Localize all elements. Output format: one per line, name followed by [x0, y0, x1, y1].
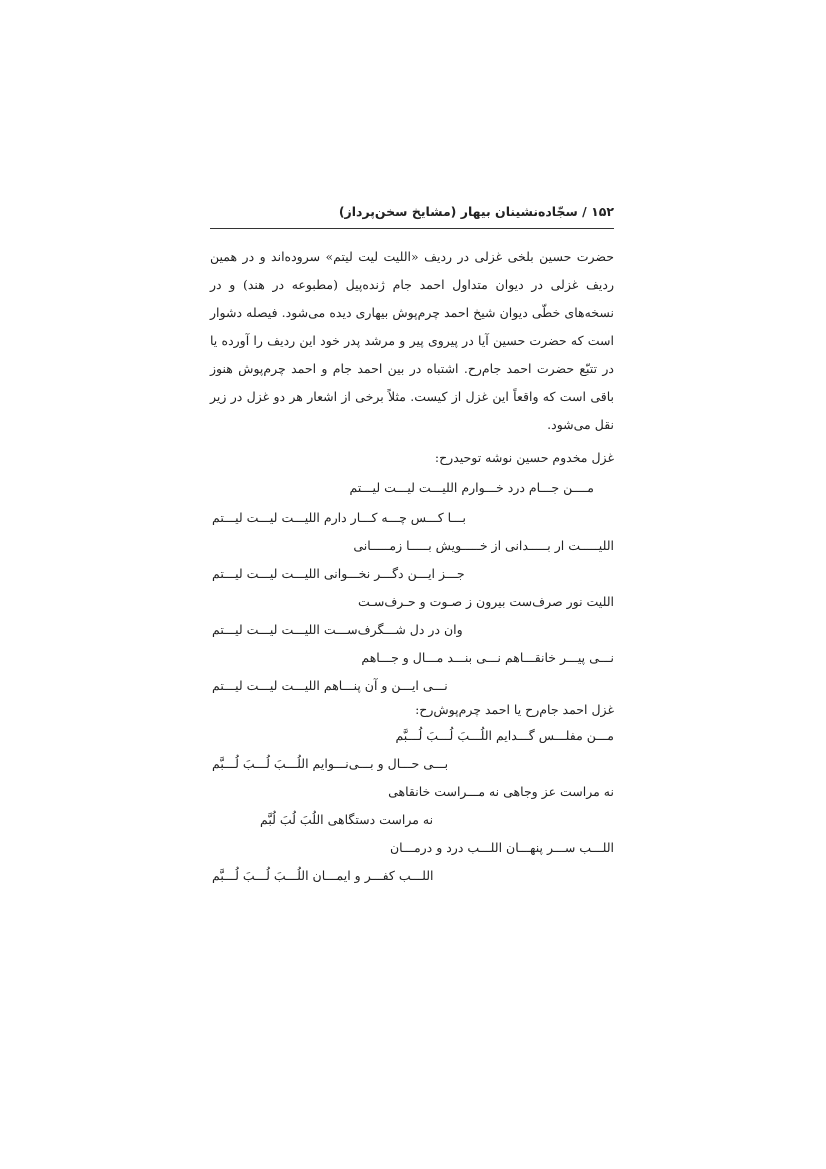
- poem1-line: جـــز ایـــن دگـــر نخـــوانی اللیـــت لیـــت لیـــتم: [212, 566, 465, 581]
- poem2-line: اللـــب کفـــر و ایمـــان اللُـــبَ لُـــبَ لُـــبَّم: [212, 868, 434, 883]
- poem1-line: نـــی ایـــن و آن پنـــاهم اللیـــت لیـــت لیـــتم: [212, 678, 448, 693]
- poem2-line: بـــی حـــال و بـــی‌نـــوایم اللُـــبَ لُـــبَ لُـــبَّم: [212, 756, 449, 771]
- poem1-line: نـــی پیـــر خانقـــاهم نـــی بنـــد مـــال و جـــاهم: [361, 650, 614, 665]
- poem2-line: اللـــب ســـر پنهـــان اللـــب درد و درمـــان: [389, 840, 614, 855]
- running-header: [210, 204, 614, 226]
- poem1-line: وان در دل شـــگرف‌ســـت اللیـــت لیـــت لیـــتم: [212, 622, 463, 637]
- poem1-line: مــــن جـــام درد خـــوارم اللیـــت لیـــت لیـــتم: [349, 480, 594, 495]
- poem2-line: نه مراست عز وجاهی نه مـــراست خانقاهی: [388, 784, 614, 799]
- poem1-line: بـــا کـــس چـــه کـــار دارم اللیـــت لیـــت لیـــتم: [212, 510, 466, 525]
- body-paragraph: حضرت حسین بلخی غزلی در ردیف «اللیت لیت لیتم» سروده‌اند و در همین ردیف غزلی در دیوان متداول احمد جام ژنده‌پیل (مطبوعه در هند) و در نسخه‌های خطّی دیوان شیخ احمد چرم‌پوش بیهاری دیده می‌شود. فیصله دشوار است که حضرت حسین آیا در پیروی پیر و مرشد پدر خود این ردیف را آورده یا در تتبّع حضرت احمد جام‌رح. اشتباه در بین احمد جام و احمد چرم‌پوش هنوز باقی است که واقعاً این غزل از کیست. مثلاً برخی از اشعار هر دو غزل در زیر نقل می‌شود.: [210, 249, 614, 432]
- book-title: سجّاده‌نشینان بیهار (مشایخ سخن‌پرداز): [338, 204, 578, 219]
- poem2-line: نه مراست دستگاهی اللُبَ لُبَ لُبَّم: [260, 812, 434, 827]
- poem2-line: مـــن مفلـــس گـــدایم اللُـــبَ لُـــبَ لُـــبَّم: [395, 728, 614, 743]
- page-number: ۱۵۲: [591, 204, 614, 219]
- header-rule: [210, 228, 614, 229]
- poem1-line: اللیـــــت ار بـــــدانی از خـــــویش بـــــا زمـــــانی: [353, 538, 614, 553]
- poem2-heading: غزل احمد جام‌رح یا احمد چرم‌پوش‌رح:: [415, 702, 614, 717]
- poem1-line: اللیت نور صرف‌ست بیرون ز صـوت و حـرف‌سـت: [357, 594, 614, 609]
- header-separator: /: [582, 204, 587, 219]
- poem1-heading: غزل مخدوم حسین نوشه توحیدرح:: [434, 450, 614, 465]
